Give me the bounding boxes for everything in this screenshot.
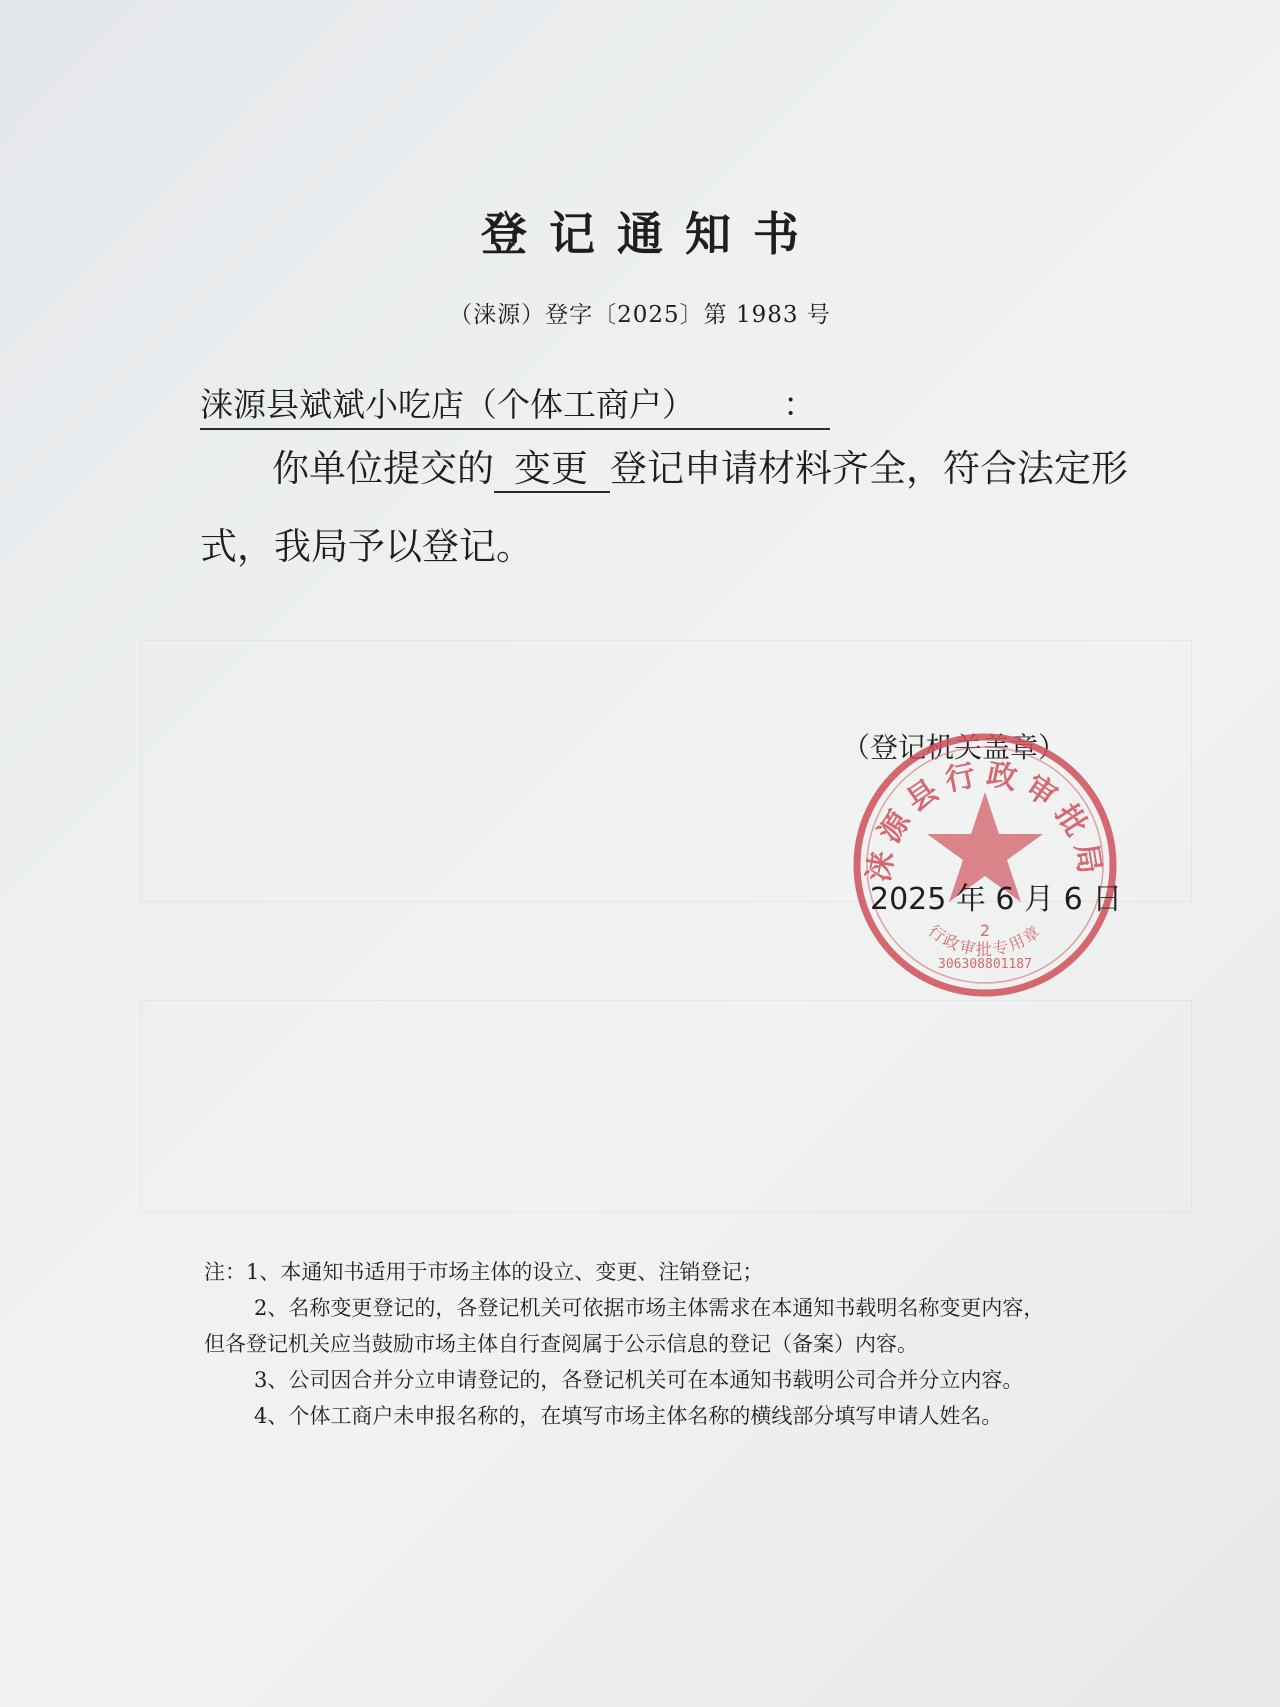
body-text-after: 登记申请材料齐全，符合法定形 — [610, 447, 1128, 490]
official-seal-icon — [850, 730, 1123, 1000]
addressee-line — [200, 382, 830, 430]
seal-caption: （登记机关盖章） — [842, 731, 1067, 764]
document-number: （涞源）登字〔2025〕第 1983 号 — [449, 302, 831, 328]
note-1: 注：1、本通知书适用于市场主体的设立、变更、注销登记； — [204, 1260, 764, 1284]
body-line-1 — [272, 444, 1128, 494]
seal-serial: 306308801187 — [938, 957, 1032, 972]
issue-date: 2025 年 6 月 6 日 — [870, 882, 1123, 917]
addressee-colon: ： — [783, 385, 816, 424]
page-title: 登记通知书 — [481, 207, 821, 261]
seal-bottom-text: 行政审批专用章 — [924, 920, 1046, 959]
body-line-2: 式，我局予以登记。 — [200, 525, 533, 568]
seal-ring-text: 涞源县行政审批局 — [861, 756, 1109, 885]
note-3: 3、公司因合并分立申请登记的，各登记机关可在本通知书载明公司合并分立内容。 — [254, 1368, 1024, 1392]
notes-section — [204, 1254, 1184, 1434]
addressee-name: 涞源县斌斌小吃店（个体工商户） — [200, 385, 695, 424]
bleed-through-table — [140, 1000, 1192, 1212]
registration-type-field: 变更 — [494, 447, 610, 493]
body-text-before: 你单位提交的 — [272, 447, 494, 490]
note-4: 4、个体工商户未申报名称的，在填写市场主体名称的横线部分填写申请人姓名。 — [254, 1404, 1003, 1428]
note-2: 2、名称变更登记的，各登记机关可依据市场主体需求在本通知书载明名称变更内容， — [254, 1296, 1045, 1320]
note-2-continued: 但各登记机关应当鼓励市场主体自行查阅属于公示信息的登记（备案）内容。 — [204, 1332, 918, 1356]
seal-index: 2 — [979, 921, 991, 940]
